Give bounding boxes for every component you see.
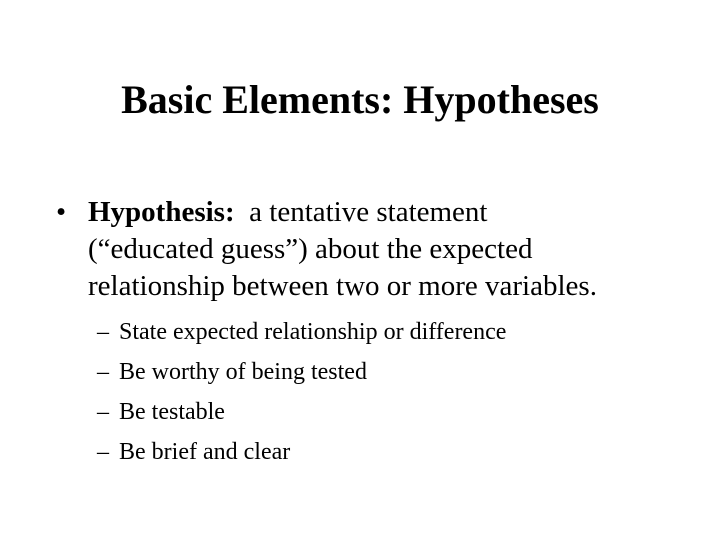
bullet-line-1 — [56, 194, 696, 231]
sub-bullet-item — [97, 392, 697, 432]
dash-marker: – — [97, 399, 109, 425]
main-bullet — [56, 194, 696, 305]
bullet-text-line-2: (“educated guess”) about the expected — [88, 233, 533, 265]
sub-bullet-item — [97, 432, 697, 472]
sub-bullet-text: Be testable — [119, 399, 225, 425]
bullet-term: Hypothesis: — [88, 196, 235, 228]
sub-bullet-text: State expected relationship or difference — [119, 319, 507, 345]
bullet-text-line-1: a tentative statement — [249, 196, 488, 228]
bullet-marker: • — [56, 196, 67, 228]
dash-marker: – — [97, 359, 109, 385]
dash-marker: – — [97, 439, 109, 465]
sub-bullet-item — [97, 352, 697, 392]
sub-bullet-text: Be worthy of being tested — [119, 359, 367, 385]
bullet-line-2 — [56, 231, 696, 268]
slide-title: Basic Elements: Hypotheses — [121, 77, 599, 122]
sub-bullet-item — [97, 312, 697, 352]
bullet-line-3 — [56, 268, 696, 305]
dash-marker: – — [97, 319, 109, 345]
bullet-text-line-3: relationship between two or more variables. — [88, 270, 597, 302]
sub-bullet-list — [97, 312, 697, 472]
sub-bullet-text: Be brief and clear — [119, 439, 291, 465]
